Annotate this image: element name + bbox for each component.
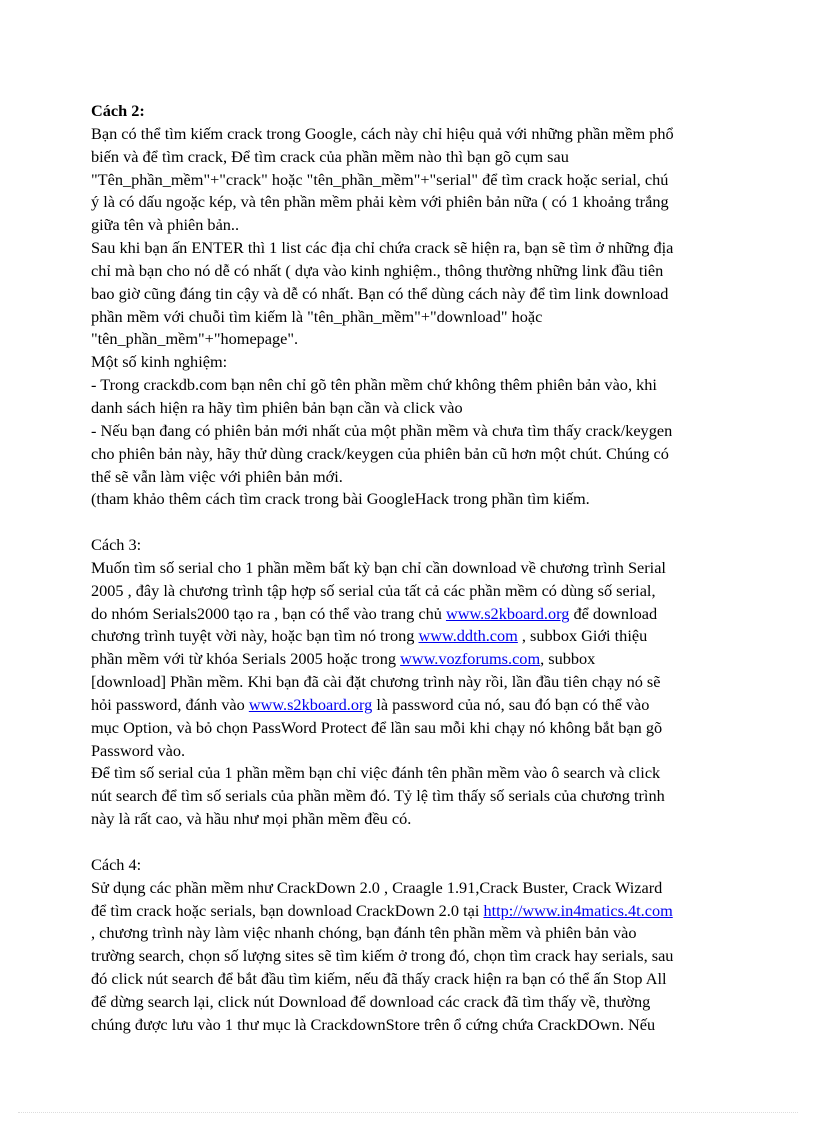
text-line: mục Option, và bỏ chọn PassWord Protect để lần sau mỗi khi chạy nó không bắt bạn gõ [91,717,663,737]
text-line: ý là có dấu ngoặc kép, và tên phần mềm phải kèm với phiên bản nữa ( có 1 khoảng trắng [91,192,669,212]
text-line: Một số kinh nghiệm: [91,352,228,372]
text-line: - Nếu bạn đang có phiên bản mới nhất của một phần mềm và chưa tìm thấy crack/keygen [91,420,673,440]
text-run: do nhóm Serials2000 tạo ra , bạn có thể vào trang chủ [91,603,446,623]
hyperlink[interactable]: www.s2kboard.org [248,694,373,714]
hyperlink[interactable]: www.s2kboard.org [445,603,570,623]
text-line [91,648,771,671]
text-run: là password của nó, sau đó bạn có thể vào [372,694,650,714]
text-line: danh sách hiện ra hãy tìm phiên bản bạn cần và click vào [91,397,463,417]
text-line: này là rất cao, và hầu như mọi phần mềm đều có. [91,809,412,829]
text-line: Bạn có thể tìm kiếm crack trong Google, cách này chỉ hiệu quả với những phần mềm phổ [91,123,674,143]
document-body [91,100,771,1037]
hyperlink[interactable]: www.ddth.com [418,626,518,646]
text-line: trường search, chọn số lượng sites sẽ tìm kiếm ở trong đó, chọn tìm crack hay serials, sau [91,946,674,966]
text-line: phần mềm với chuỗi tìm kiếm là "tên_phần_mềm"+"download" hoặc [91,306,543,326]
text-run: phần mềm với từ khóa Serials 2005 hoặc trong [91,649,401,669]
paragraph-spacer [91,511,771,534]
text-line [91,900,771,923]
text-run: để tìm crack hoặc serials, bạn download CrackDown 2.0 tại [91,900,484,920]
text-line [91,694,771,717]
text-line: , chương trình này làm việc nhanh chóng, bạn đánh tên phần mềm và phiên bản vào [91,923,637,943]
text-line: đó click nút search để bắt đầu tìm kiếm, nếu đã thấy crack hiện ra bạn có thể ấn Stop All [91,969,667,989]
text-line: [download] Phần mềm. Khi bạn đã cài đặt chương trình này rồi, lần đầu tiên chạy nó sẽ [91,672,661,692]
text-line: Sau khi bạn ấn ENTER thì 1 list các địa chỉ chứa crack sẽ hiện ra, bạn sẽ tìm ở những địa [91,238,674,258]
text-line [91,603,771,626]
page-bottom-rule [18,1112,798,1113]
text-run: để download [569,603,658,623]
text-line: chỉ mà bạn cho nó dễ có nhất ( dựa vào kinh nghiệm., thông thường những link đầu tiên [91,260,664,280]
text-line: Password vào. [91,740,186,760]
text-run: hỏi password, đánh vào [91,694,249,714]
text-line [91,625,771,648]
text-line: "Tên_phần_mềm"+"crack" hoặc "tên_phần_mềm"+"serial" để tìm crack hoặc serial, chú [91,169,669,189]
section-heading: Cách 2: [91,101,145,120]
text-line: bao giờ cũng đáng tin cậy và dễ có nhất. Bạn có thể dùng cách này để tìm link download [91,283,669,303]
text-line: 2005 , đây là chương trình tập hợp số serial của tất cả các phần mềm có dùng số serial, [91,580,656,600]
hyperlink[interactable]: http://www.in4matics.4t.com [483,900,673,920]
text-run: , subbox [540,649,596,669]
text-line: Sử dụng các phần mềm như CrackDown 2.0 , Craagle 1.91,Crack Buster, Crack Wizard [91,877,663,897]
text-line: để dừng search lại, click nút Download để download các crack đã tìm thấy về, thường [91,991,651,1011]
text-run: , subbox Giới thiệu [517,626,648,646]
text-line: thể sẽ vẫn làm việc với phiên bản mới. [91,466,343,486]
text-line: - Trong crackdb.com bạn nên chỉ gõ tên phần mềm chứ không thêm phiên bản vào, khi [91,375,657,395]
text-line: chúng được lưu vào 1 thư mục là CrackdownStore trên ổ cứng chứa CrackDOwn. Nếu [91,1014,656,1034]
text-line: nút search để tìm số serials của phần mềm đó. Tỷ lệ tìm thấy số serials của chương trình [91,786,665,806]
hyperlink[interactable]: www.vozforums.com [400,649,541,669]
section-heading: Cách 3: [91,535,142,555]
text-line: Để tìm số serial của 1 phần mềm bạn chỉ việc đánh tên phần mềm vào ô search và click [91,763,661,783]
text-line: "tên_phần_mềm"+"homepage". [91,329,299,349]
paragraph-spacer [91,831,771,854]
text-line: cho phiên bản này, hãy thử dùng crack/keygen của phiên bản cũ hơn một chút. Chúng có [91,443,669,463]
section-heading: Cách 4: [91,854,142,874]
text-line: Muốn tìm số serial cho 1 phần mềm bất kỳ bạn chỉ cần download về chương trình Serial [91,557,666,577]
text-line: giữa tên và phiên bản.. [91,215,240,235]
text-line: biến và để tìm crack, Để tìm crack của phần mềm nào thì bạn gõ cụm sau [91,146,569,166]
text-run: chương trình tuyệt vời này, hoặc bạn tìm nó trong [91,626,419,646]
text-line: (tham khảo thêm cách tìm crack trong bài GoogleHack trong phần tìm kiếm. [91,489,590,509]
